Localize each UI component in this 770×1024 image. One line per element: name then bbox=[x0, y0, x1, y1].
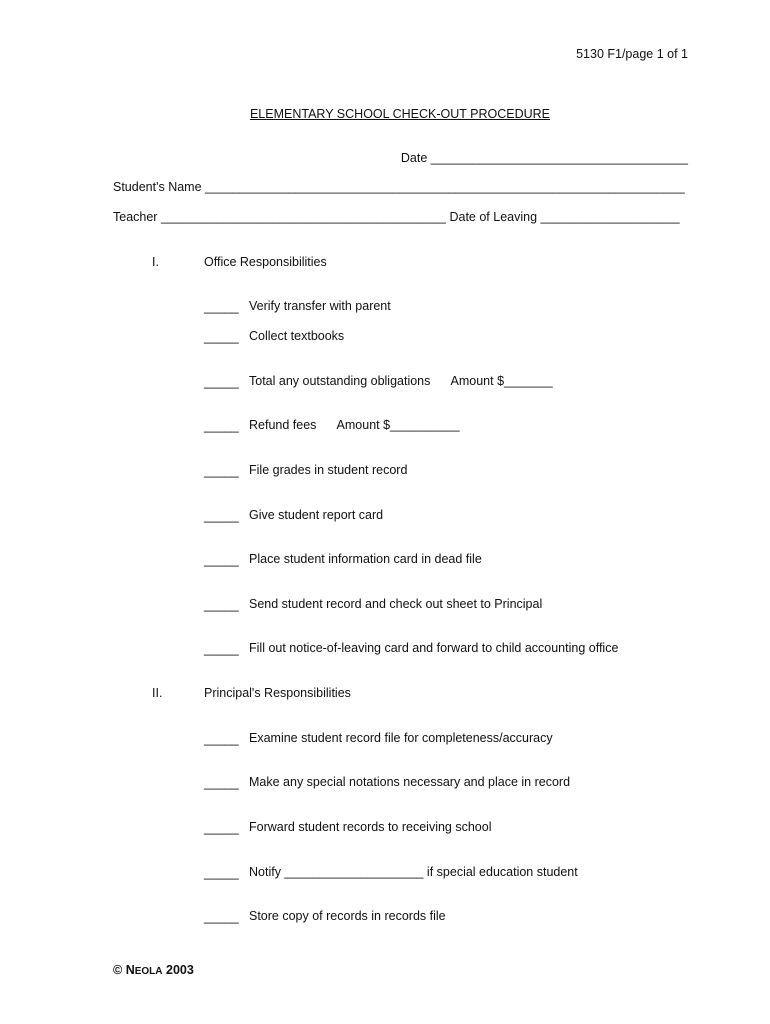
checklist-item: Forward student records to receiving school bbox=[249, 820, 492, 834]
footer-year: 2003 bbox=[166, 963, 194, 977]
checklist-blank: _____ bbox=[204, 464, 239, 478]
checklist-blank: _____ bbox=[204, 732, 239, 746]
checklist-blank: _____ bbox=[204, 866, 239, 880]
section-1-title: Office Responsibilities bbox=[204, 255, 327, 269]
checklist-item: Collect textbooks bbox=[249, 329, 345, 343]
teacher-row bbox=[113, 211, 680, 224]
checklist-blank: _____ bbox=[204, 553, 239, 567]
date-field: Date _____________________________________ bbox=[400, 151, 688, 165]
checklist-item: File grades in student record bbox=[249, 463, 408, 477]
checklist-blank: _____ bbox=[204, 330, 239, 344]
checklist-blank: _____ bbox=[204, 419, 239, 433]
copyright-footer bbox=[113, 964, 194, 977]
checklist-item: Total any outstanding obligations Amount $_______ bbox=[249, 374, 553, 388]
checklist-item: Give student report card bbox=[249, 508, 384, 522]
section-2-numeral: II. bbox=[152, 686, 163, 700]
checklist-item: Notify ____________________ if special education student bbox=[249, 865, 578, 879]
footer-n-rest: EOLA bbox=[134, 966, 163, 977]
checklist-blank: _____ bbox=[204, 375, 239, 389]
checklist-item: Fill out notice-of-leaving card and forward to child accounting office bbox=[249, 641, 619, 655]
section-2-title: Principal's Responsibilities bbox=[204, 686, 351, 700]
checklist-item: Place student information card in dead file bbox=[249, 552, 482, 566]
checklist-blank: _____ bbox=[204, 776, 239, 790]
checklist-blank: _____ bbox=[204, 642, 239, 656]
student-name-field: Student's Name _____________________________________________________________________ bbox=[113, 180, 685, 194]
checklist-item: Verify transfer with parent bbox=[249, 299, 391, 313]
checklist-blank: _____ bbox=[204, 598, 239, 612]
page-reference: 5130 F1/page 1 of 1 bbox=[576, 47, 688, 61]
teacher-field: Teacher _________________________________________ bbox=[113, 210, 446, 224]
checklist-blank: _____ bbox=[204, 509, 239, 523]
checklist-item: Examine student record file for completeness/accuracy bbox=[249, 731, 553, 745]
checklist-blank: _____ bbox=[204, 910, 239, 924]
copyright-symbol: © bbox=[113, 963, 123, 977]
section-1-numeral: I. bbox=[152, 255, 159, 269]
document-title: ELEMENTARY SCHOOL CHECK-OUT PROCEDURE bbox=[249, 107, 551, 121]
checklist-item: Refund fees Amount $__________ bbox=[249, 418, 460, 432]
footer-n-initial: N bbox=[125, 963, 135, 977]
checklist-item: Send student record and check out sheet to Principal bbox=[249, 597, 543, 611]
date-of-leaving-field: Date of Leaving ____________________ bbox=[449, 210, 680, 224]
checklist-item: Make any special notations necessary and place in record bbox=[249, 775, 571, 789]
checklist-blank: _____ bbox=[204, 300, 239, 314]
checklist-item: Store copy of records in records file bbox=[249, 909, 446, 923]
checklist-blank: _____ bbox=[204, 821, 239, 835]
